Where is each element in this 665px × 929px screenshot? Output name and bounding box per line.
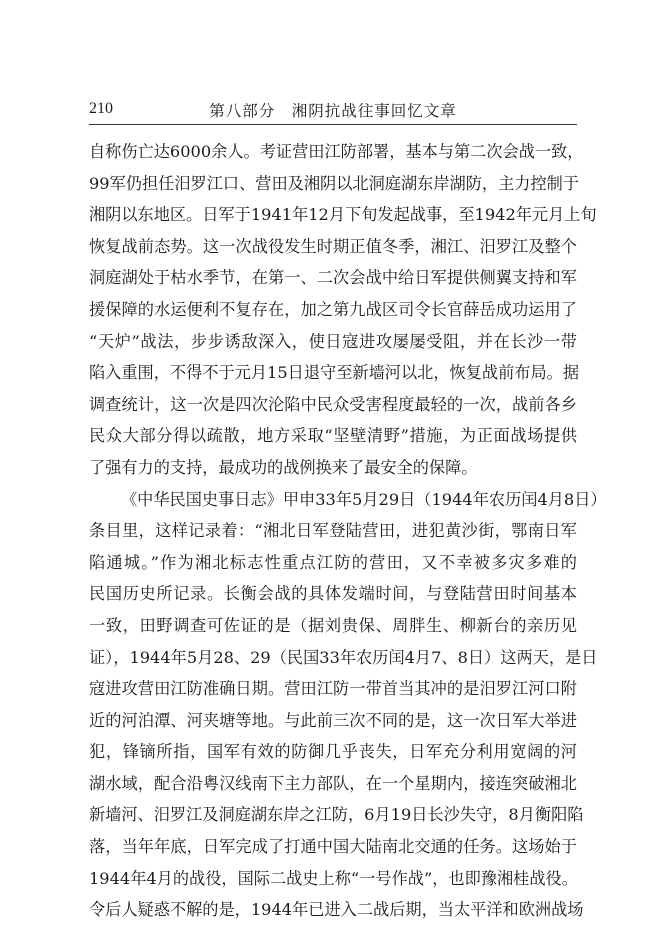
- text-line: 条目里，这样记录着：“湘北日军登陆营田，进犯黄沙街，鄂南日军: [89, 521, 577, 541]
- text-line: 一致，田野调查可佐证的是（据刘贵保、周胖生、柳新台的亲历见: [89, 615, 577, 635]
- text-line: 调查统计，这一次是四次沦陷中民众受害程度最轻的一次，战前各乡: [89, 394, 577, 414]
- text-line: 民众大部分得以疏散，地方采取“坚壁清野”措施，为正面战场提供: [89, 426, 577, 446]
- page-number: 210: [89, 100, 113, 117]
- text-line: 令后人疑惑不解的是，1944年已进入二战后期，当太平洋和欧洲战场: [89, 900, 584, 920]
- body-text: [89, 136, 607, 926]
- text-line: 近的河泊潭、河夹塘等地。与此前三次不同的是，这一次日军大举进: [89, 710, 577, 730]
- text-line: 民国历史所记录。长衡会战的具体发端时间，与登陆营田时间基本: [89, 584, 577, 604]
- text-line: 洞庭湖处于枯水季节，在第一、二次会战中给日军提供侧翼支持和军: [89, 268, 577, 288]
- text-line: 证），1944年5月28、29（民国33年农历闰4月7、8日）这两天，是日: [89, 647, 598, 667]
- running-title: 第八部分 湘阴抗战往事回忆文章: [209, 102, 457, 120]
- text-line: 1944年4月的战役，国际二战史上称“一号作战”，也即豫湘桂战役。: [89, 868, 578, 888]
- text-line: 湘阴以东地区。日军于1941年12月下旬发起战事，至1942年元月上旬: [89, 205, 597, 225]
- text-line: 恢复战前态势。这一次战役发生时期正值冬季，湘江、汨罗江及整个: [89, 236, 577, 256]
- text-line: 新墙河、汨罗江及洞庭湖东岸之江防，6月19日长沙失守，8月衡阳陷: [89, 805, 584, 825]
- text-line: 湖水域，配合沿粤汉线南下主力部队，在一个星期内，接连突破湘北: [89, 773, 577, 793]
- text-line: 落，当年年底，日军完成了打通中国大陆南北交通的任务。这场始于: [89, 837, 577, 857]
- text-line: 寇进攻营田江防准确日期。营田江防一带首当其冲的是汨罗江河口附: [89, 679, 577, 699]
- text-line: 《中华民国史事日志》甲申33年5月29日（1944年农历闰4月8日）: [121, 489, 607, 509]
- text-line: 自称伤亡达6000余人。考证营田江防部署，基本与第二次会战一致，: [89, 142, 584, 161]
- text-line: “天炉”战法，步步诱敌深入，使日寇进攻屡屡受阻，并在长沙一带: [89, 331, 577, 351]
- text-line: 援保障的水运便利不复存在，加之第九战区司令长官薛岳成功运用了: [89, 299, 577, 319]
- text-line: 了强有力的支持，最成功的战例换来了最安全的保障。: [89, 457, 478, 477]
- text-line: 犯，锋镝所指，国军有效的防御几乎丧失，日军充分利用宽阔的河: [89, 742, 577, 762]
- page-header: [89, 98, 577, 125]
- text-line: 陷入重围，不得不于元月15日退守至新墙河以北，恢复战前布局。据: [89, 363, 580, 383]
- text-line: 陷通城。”作为湘北标志性重点江防的营田，又不幸被多灾多难的: [89, 552, 577, 572]
- text-line: 99军仍担任汨罗江口、营田及湘阴以北洞庭湖东岸湖防，主力控制于: [89, 173, 580, 193]
